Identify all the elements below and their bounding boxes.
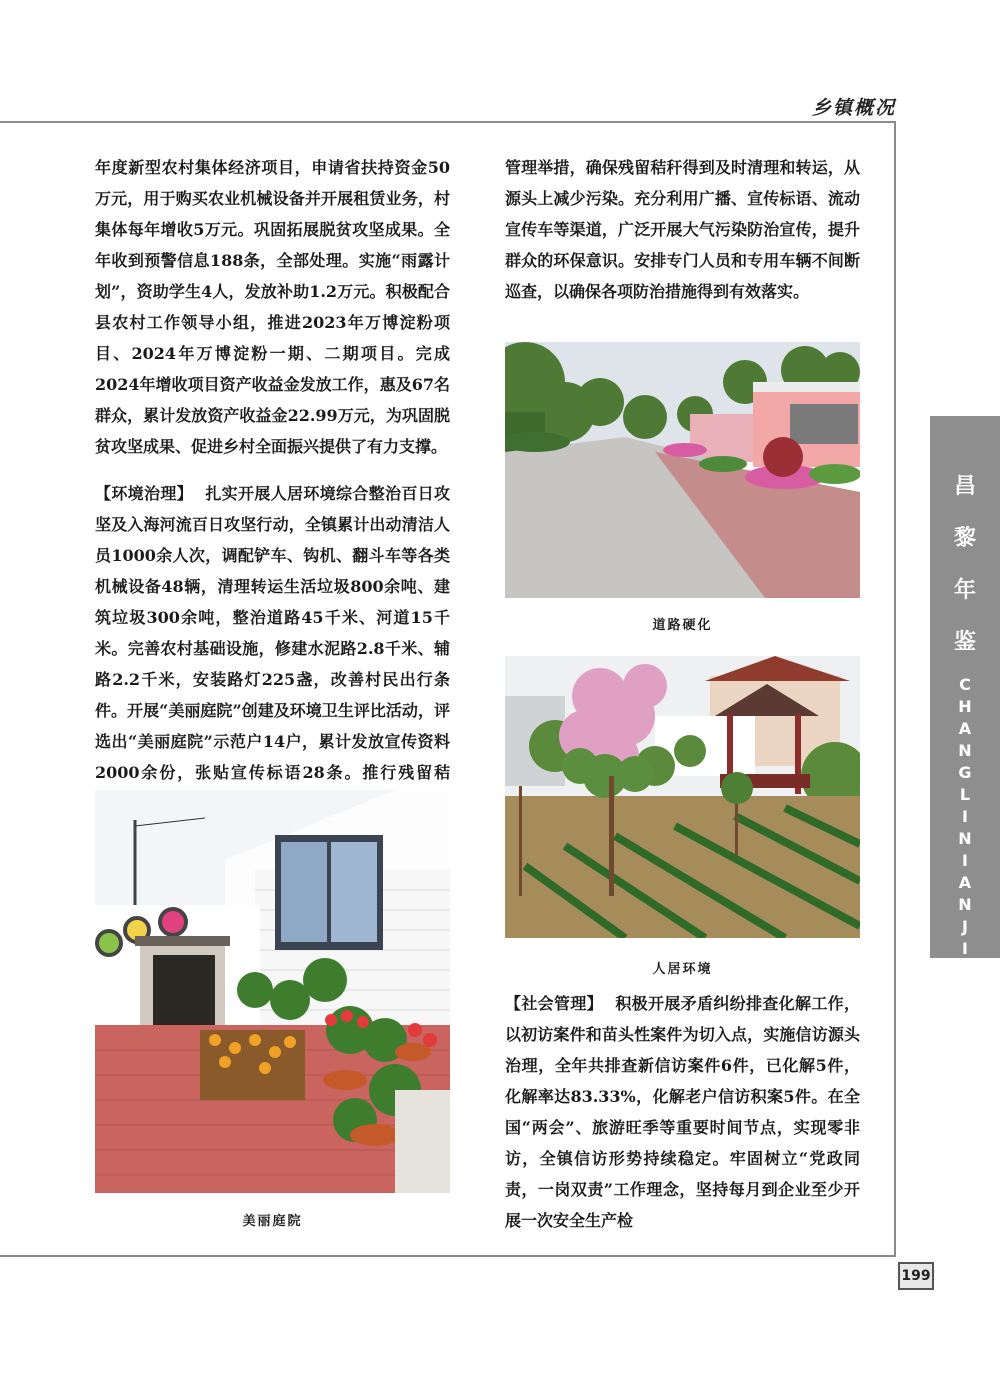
road-photo-caption: 道路硬化 bbox=[652, 618, 713, 633]
side-tab-en-char: N bbox=[958, 895, 972, 914]
right-rule bbox=[894, 121, 896, 1257]
side-tab-en-char: C bbox=[959, 675, 971, 694]
living-environment-photo bbox=[505, 656, 860, 938]
section-title: 乡镇概况 bbox=[811, 97, 896, 119]
top-rule bbox=[0, 121, 896, 123]
side-tab-en-char: J bbox=[962, 917, 968, 936]
living-environment-photo-caption: 人居环境 bbox=[652, 962, 713, 977]
bottom-rule bbox=[0, 1255, 896, 1257]
side-tab-en-char: N bbox=[958, 983, 972, 1002]
social-management-text: 积极开展矛盾纠纷排查化解工作，以初访案件和苗头性案件为切入点，实施信访源头治理，全年共排查新信访案件6件，已化解5件，化解率达83.33%，化解老户信访积案5件。在全国“两会”、旅游旺季等重要时间节点，实现零非访，全镇信访形势持续稳定。牢固树立“党政同责，一岗双责”工作理念，坚持每月到企业至少开展一次安全生产检 bbox=[505, 994, 860, 1230]
side-tab-cn-char: 黎 bbox=[953, 525, 976, 551]
left-column-paragraph-2 bbox=[95, 478, 450, 819]
courtyard-photo-caption: 美丽庭院 bbox=[242, 1214, 303, 1229]
side-tab-en-char: G bbox=[958, 763, 972, 782]
social-management-heading: 【社会管理】 bbox=[505, 994, 603, 1013]
side-tab-en-char: A bbox=[958, 873, 972, 892]
side-tab-en-char: I bbox=[962, 851, 968, 870]
road-photo bbox=[505, 342, 860, 598]
side-tab-en-char: H bbox=[958, 697, 972, 716]
page-number: 199 bbox=[898, 1262, 934, 1290]
side-tab-en-char: I bbox=[962, 939, 968, 958]
environment-heading: 【环境治理】 bbox=[95, 484, 193, 503]
side-tab-cn-char: 昌 bbox=[953, 473, 976, 499]
right-column-paragraph-1 bbox=[505, 152, 860, 307]
environment-text: 扎实开展人居环境综合整治百日攻坚及入海河流百日攻坚行动，全镇累计出动清洁人员1000余人次，调配铲车、钩机、翻斗车等各类机械设备48辆，清理转运生活垃圾800余吨、建筑垃圾300余吨，整治道路45千米、河道15千米。完善农村基础设施，修建水泥路2.8千米、辅路2.2千米，安装路灯225盏，改善村民出行条件。开展“美丽庭院”创建及环境卫生评比活动，评选出“美丽庭院”示范户14户，累计发放宣传资料2000余份，张贴宣传标语28条。推行残留秸 bbox=[95, 484, 450, 782]
side-tab-en-char: N bbox=[958, 741, 972, 760]
side-tab-en-char: A bbox=[958, 961, 972, 980]
side-tab-en-char: I bbox=[962, 807, 968, 826]
yearbook-side-tab bbox=[930, 416, 1000, 1002]
left-paragraph-1-text: 年度新型农村集体经济项目，申请省扶持资金50万元，用于购买农业机械设备并开展租赁业务，村集体每年增收5万元。巩固拓展脱贫攻坚成果。全年收到预警信息188条，全部处理。实施“雨露计划”，资助学生4人，发放补助1.2万元。积极配合县农村工作领导小组，推进2023年万博淀粉项目、2024年万博淀粉一期、二期项目。完成2024年增收项目资产收益金发放工作，惠及67名群众，累计发放资产收益金22.99万元，为巩固脱贫攻坚成果、促进乡村全面振兴提供了有力支撑。 bbox=[95, 158, 450, 456]
left-column-paragraph-1 bbox=[95, 152, 450, 462]
side-tab-en-char: N bbox=[958, 829, 972, 848]
right-column-paragraph-2 bbox=[505, 988, 860, 1236]
side-tab-en-char: L bbox=[959, 785, 971, 804]
side-tab-en-char: A bbox=[958, 719, 972, 738]
side-tab-english-title bbox=[930, 674, 1000, 1004]
side-tab-cn-char: 鉴 bbox=[953, 629, 976, 655]
side-tab-cn-char: 年 bbox=[953, 577, 976, 603]
side-tab-chinese-title bbox=[930, 460, 1000, 668]
courtyard-photo bbox=[95, 790, 450, 1193]
right-paragraph-1-text: 管理举措，确保残留秸秆得到及时清理和转运，从源头上减少污染。充分利用广播、宣传标语、流动宣传车等渠道，广泛开展大气污染防治宣传，提升群众的环保意识。安排专门人员和专用车辆不间断巡查，以确保各项防治措施得到有效落实。 bbox=[505, 158, 860, 301]
